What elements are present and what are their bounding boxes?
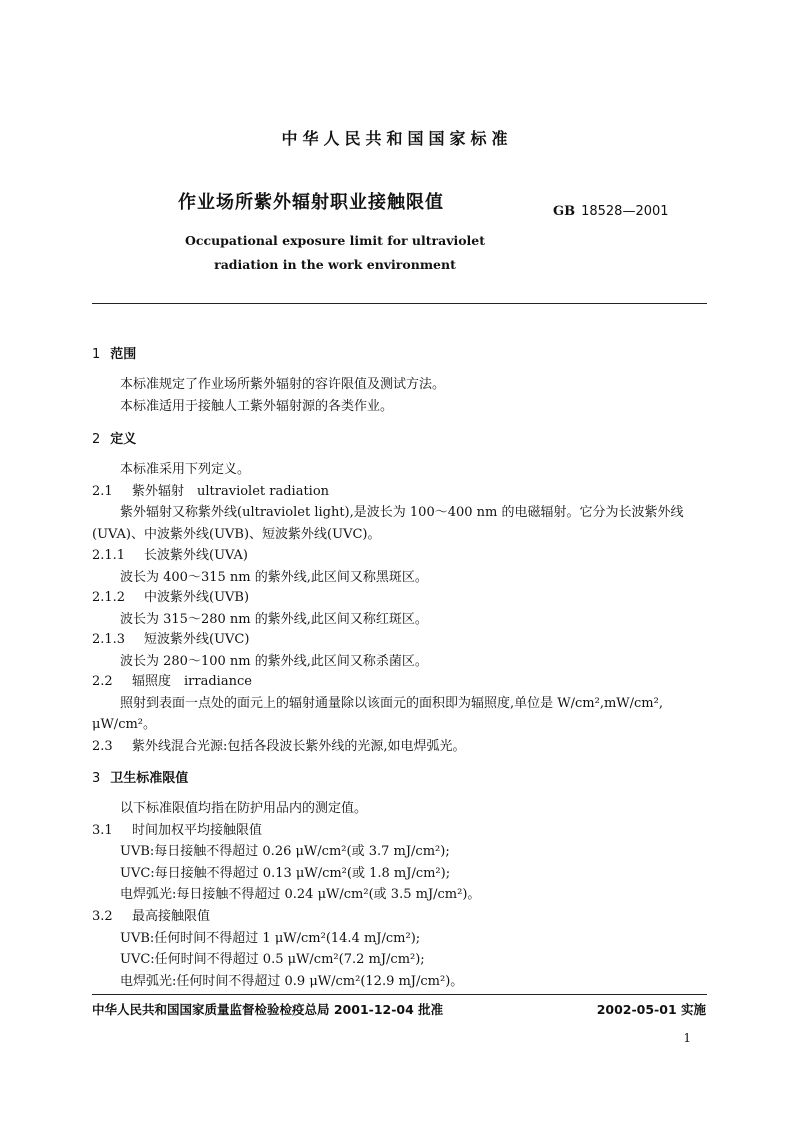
limit-line-uvc: UVC:任何时间不得超过 0.5 μW/cm²(7.2 mJ/cm²); <box>120 952 425 967</box>
document-title-en <box>150 229 520 277</box>
section-2-heading <box>92 428 136 447</box>
section-1-heading <box>92 343 136 362</box>
clause-2-2 <box>92 670 252 689</box>
clause-number: 3.2 <box>92 909 113 924</box>
paragraph: 波长为 280～100 nm 的紫外线,此区间又称杀菌区。 <box>120 654 428 669</box>
section-number: 3 <box>92 771 101 786</box>
clause-3-1 <box>92 819 262 838</box>
paragraph: 波长为 400～315 nm 的紫外线,此区间又称黑斑区。 <box>120 570 428 585</box>
national-standard-heading: 中华人民共和国国家标准 <box>281 129 513 148</box>
clause-number: 2.1.1 <box>92 548 126 563</box>
clause-title: 紫外辐射 ultraviolet radiation <box>132 484 330 499</box>
clause-title: 辐照度 irradiance <box>132 674 252 689</box>
section-3-heading <box>92 767 188 786</box>
paragraph-line: 紫外辐射又称紫外线(ultraviolet light),是波长为 100～400 nm 的电磁辐射。它分为长波紫外线 <box>120 505 684 520</box>
paragraph-line: (UVA)、中波紫外线(UVB)、短波紫外线(UVC)。 <box>92 527 381 542</box>
limit-line-uvb: UVB:任何时间不得超过 1 μW/cm²(14.4 mJ/cm²); <box>120 931 421 946</box>
limit-line-arc: 电焊弧光:任何时间不得超过 0.9 μW/cm²(12.9 mJ/cm²)。 <box>120 974 464 989</box>
clause-title: 长波紫外线(UVA) <box>144 548 248 563</box>
clause-2-1-1 <box>92 544 248 563</box>
section-title: 卫生标准限值 <box>110 771 189 786</box>
paragraph: 波长为 315～280 nm 的紫外线,此区间又称红斑区。 <box>120 612 428 627</box>
clause-number: 2.1 <box>92 484 113 499</box>
limit-line-uvc: UVC:每日接触不得超过 0.13 μW/cm²(或 1.8 mJ/cm²); <box>120 866 451 881</box>
section-number: 2 <box>92 432 101 447</box>
page-number: 1 <box>683 1031 691 1045</box>
clause-2-1 <box>92 480 329 499</box>
header-divider <box>92 303 707 304</box>
clause-text: 紫外线混合光源:包括各段波长紫外线的光源,如电焊弧光。 <box>132 739 466 754</box>
limit-line-arc: 电焊弧光:每日接触不得超过 0.24 μW/cm²(或 3.5 mJ/cm²)。 <box>120 887 481 902</box>
clause-2-1-2 <box>92 586 249 605</box>
paragraph-line: μW/cm²。 <box>92 717 157 732</box>
clause-2-1-3 <box>92 628 249 647</box>
clause-number: 3.1 <box>92 823 113 838</box>
section-title: 定义 <box>110 432 137 447</box>
footer-divider <box>92 994 707 995</box>
standard-code-number: 18528—2001 <box>581 204 669 219</box>
clause-title: 中波紫外线(UVB) <box>144 590 250 605</box>
paragraph: 本标准规定了作业场所紫外辐射的容许限值及测试方法。 <box>120 377 446 392</box>
clause-title: 最高接触限值 <box>132 909 211 924</box>
clause-number: 2.2 <box>92 674 113 689</box>
section-number: 1 <box>92 347 101 362</box>
clause-number: 2.3 <box>92 739 113 754</box>
paragraph: 以下标准限值均指在防护用品内的测定值。 <box>120 801 368 816</box>
paragraph: 本标准适用于接触人工紫外辐射源的各类作业。 <box>120 399 394 414</box>
approval-note: 中华人民共和国国家质量监督检验检疫总局 2001-12-04 批准 <box>92 1002 444 1017</box>
standard-code <box>553 204 669 219</box>
paragraph: 本标准采用下列定义。 <box>120 462 251 477</box>
limit-line-uvb: UVB:每日接触不得超过 0.26 μW/cm²(或 3.7 mJ/cm²); <box>120 844 450 859</box>
clause-title: 短波紫外线(UVC) <box>144 632 250 647</box>
document-title-cn: 作业场所紫外辐射职业接触限值 <box>178 192 444 213</box>
title-en-line-2: radiation in the work environment <box>214 257 456 272</box>
section-title: 范围 <box>110 347 137 362</box>
title-en-line-1: Occupational exposure limit for ultraviolet <box>184 233 486 248</box>
paragraph-line: 照射到表面一点处的面元上的辐射通量除以该面元的面积即为辐照度,单位是 W/cm²,mW/cm², <box>120 696 663 711</box>
clause-2-3 <box>92 735 466 754</box>
standard-code-prefix: GB <box>553 204 576 219</box>
implementation-date: 2002-05-01 实施 <box>596 1002 706 1017</box>
clause-number: 2.1.2 <box>92 590 126 605</box>
clause-title: 时间加权平均接触限值 <box>132 823 263 838</box>
clause-3-2 <box>92 905 210 924</box>
clause-number: 2.1.3 <box>92 632 126 647</box>
